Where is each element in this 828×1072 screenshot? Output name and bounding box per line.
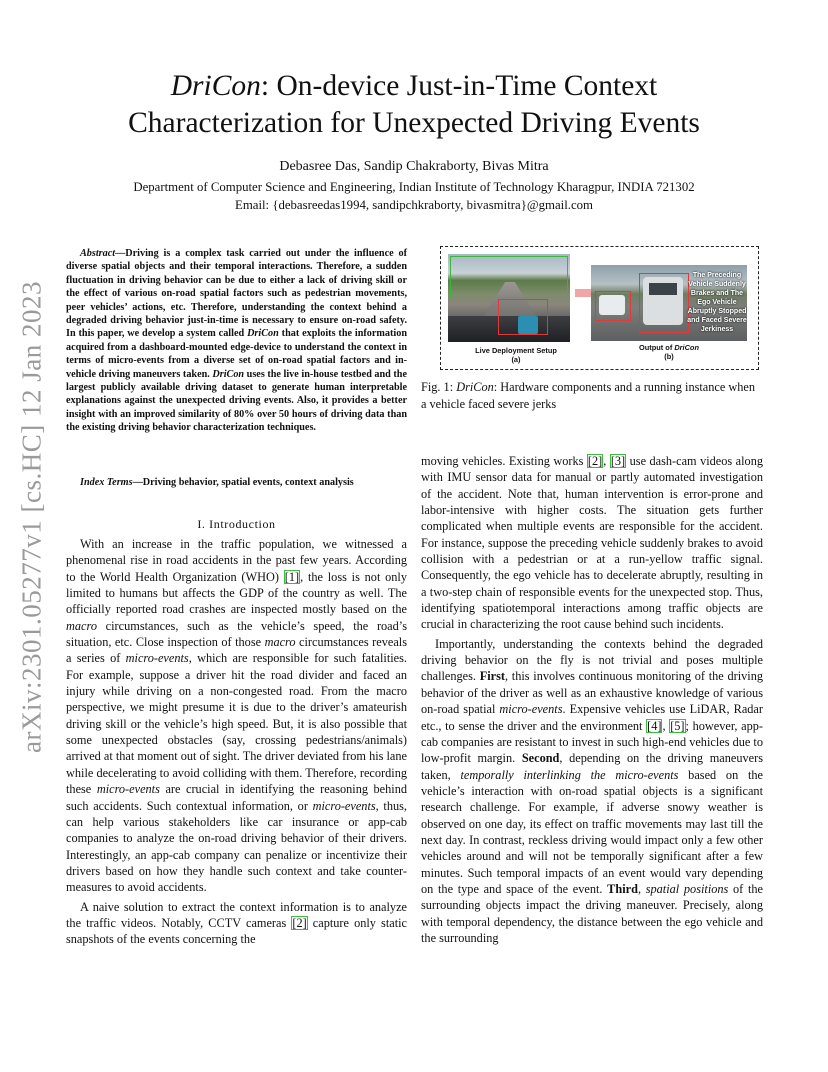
abstract-em-1: DriCon — [247, 328, 279, 340]
column-right-body — [421, 453, 763, 946]
citation-link[interactable]: [1] — [284, 569, 300, 584]
output-photo — [591, 265, 747, 341]
detection-box — [595, 291, 631, 321]
abstract-text-3: uses the live in-house testbed and the largest publicly available driving dataset to generate human interpretable explanations against the unexpected driving events. Also, it provides a better insight with an improved similarity of 80% over 50 hours of driving data than the existing driving behavior characterization techniques. — [66, 368, 407, 434]
index-terms-text: —Driving behavior, spatial events, context analysis — [132, 477, 354, 488]
citation-link[interactable]: [4] — [647, 718, 662, 733]
figure-caption: Fig. 1: DriCon: Hardware components and a running instance when a vehicle faced severe jerks — [421, 380, 756, 411]
section-heading-introduction: I. Introduction — [197, 517, 276, 531]
citation-link[interactable]: [2] — [587, 454, 603, 468]
paper-title — [70, 68, 758, 142]
abstract-text-2: that exploits the information acquired from a dashboard-mounted edge-device to understand the context in terms of micro-events from a diverse set of on-road spatial factors and in-vehicle driving maneuvers taken. — [66, 328, 407, 380]
paragraph: Importantly, understanding the contexts behind the degraded driving behavior on the fly is not trivial and poses multiple challenges. First, this involves continuous monitoring of the driving behavior of the driver as well as an exhaustive knowledge of various on-road spatial micro-events. Expensive vehicles use LiDAR, Radar etc., to sense the driver and the environment [4], [5]; however, app-cab companies are resistant to invest in such high-end vehicles due to low-profit margin. Second, depending on the driving maneuvers taken, temporally interlinking the micro-events based on the vehicle’s interaction with on-road spatial objects is a significant research challenge. For example, if adverse snowy weather is observed on one day, its effect on traffic movements may last till the next day. In contrast, reckless driving would impact only a few other vehicles around and will not be temporally significant after a few minutes. Such temporal impacts of an event would vary depending on the type and space of the event. Third, spatial positions of the surrounding objects impact the driving maneuver. Precisely, along with temporal dependency, the distance between the ego vehicle and the surrounding — [421, 636, 764, 945]
camera-view-box — [450, 256, 568, 298]
citation-link[interactable]: [3] — [610, 454, 626, 468]
paragraph: With an increase in the traffic population, we witnessed a phenomenal rise in road accidents in the past few years. According to the World Health Organization (WHO) [1], the loss is not only limited to humans but affects the GDP of the country as well. The officially reported road crashes are inspected mostly based on the macro circumstances, such as the vehicle’s speed, the road’s situation, etc. Close inspection of those macro circumstances reveals a series of micro-events, which are responsible for such fatalities. For example, suppose a driver hit the road divider and faced an injury while driving on a non-congested road. From the macro perspective, we might presume it is due to the driver’s amateurish driving skill or the vehicle’s high speed. But, it is also possible that some unexpected obstacles (say, crossing pedestrians/animals) arrived at that moment out of sight. The driver deviated from his lane while decelerating to avoid colliding with them. Therefore, recording these micro-events are crucial in identifying the reasoning behind such accidents. Such contextual information, or micro-events, thus, can help various stakeholders like car insurance or app-cab companies to analyze the on-road driving behavior of their drivers. Interestingly, an app-cab company can penalize or incentivize their drivers based on how they handle such context and take counter-measures to avoid accidents. — [66, 537, 408, 895]
subfigure-a-caption: Live Deployment Setup (a) — [475, 346, 557, 364]
arxiv-stamp-text: arXiv:2301.05277v1 [cs.HC] 12 Jan 2023 — [16, 281, 47, 753]
column-left-body — [66, 536, 407, 948]
affiliation: Department of Computer Science and Engineering, Indian Institute of Technology Kharagpur, INDIA 721302 — [133, 180, 695, 194]
paragraph: moving vehicles. Existing works [2], [3] use dash-cam videos along with IMU sensor data for manual or partly automated investigation of the accident. Note that, human intervention is error-prone and labor-intensive with higher costs. The situation gets further complicated when multiple events are responsible for the accident. For instance, suppose the preceding vehicle suddenly brakes to avoid collision with a pedestrian or at a run-yellow traffic signal. Consequently, the ego vehicle has to decelerate abruptly, resulting in a two-step chain of responsible events for the unexpected stop. Thus, identifying spatiotemporal interactions among traffic objects are crucial in characterizing the root cause behind such incidents. — [421, 454, 763, 632]
citation-link[interactable]: [5] — [670, 718, 685, 733]
title-part-2: Characterization for Unexpected Driving Events — [128, 107, 700, 139]
detection-box — [639, 273, 689, 333]
abstract — [66, 247, 407, 435]
authors: Debasree Das, Sandip Chakraborty, Bivas Mitra — [279, 159, 549, 174]
figure-1 — [440, 246, 759, 370]
title-part-1: : On-device Just-in-Time Context — [260, 70, 658, 102]
paragraph: A naive solution to extract the context information is to analyze the traffic videos. Notably, CCTV cameras [2] capture only static snapshots of the events concerning the — [66, 899, 407, 947]
arxiv-stamp — [14, 262, 50, 772]
title-system-name: DriCon — [170, 70, 261, 102]
device-highlight-box — [498, 299, 548, 335]
overlay-note: The Preceding Vehicle Suddenly Brakes and The Ego Vehicle Abruptly Stopped and Faced Severe Jerkiness — [687, 272, 747, 333]
abstract-label: Abstract — [80, 248, 116, 259]
subfigure-b-caption: Output of DriCon (b) — [639, 343, 699, 361]
citation-link[interactable]: [2] — [292, 915, 307, 930]
index-terms — [66, 476, 407, 489]
index-terms-label: Index Terms — [80, 477, 133, 488]
abstract-text-1: —Driving is a complex task carried out under the influence of diverse spatial objects and their temporal interactions. Therefore, a sudden fluctuation in driving behavior can be due to either a lack of driving skill or the effect of various on-road spatial factors such as pedestrian movements, peer vehicles’ actions, etc. Therefore, understanding the context behind a degraded driving behavior just-in-time is necessary to ensure on-road safety. In this paper, we develop a system called — [66, 248, 407, 340]
email-line: Email: {debasreedas1994, sandipchkraborty, bivasmitra}@gmail.com — [235, 198, 593, 212]
deployment-photo — [448, 254, 570, 342]
abstract-em-2: DriCon — [212, 368, 245, 380]
